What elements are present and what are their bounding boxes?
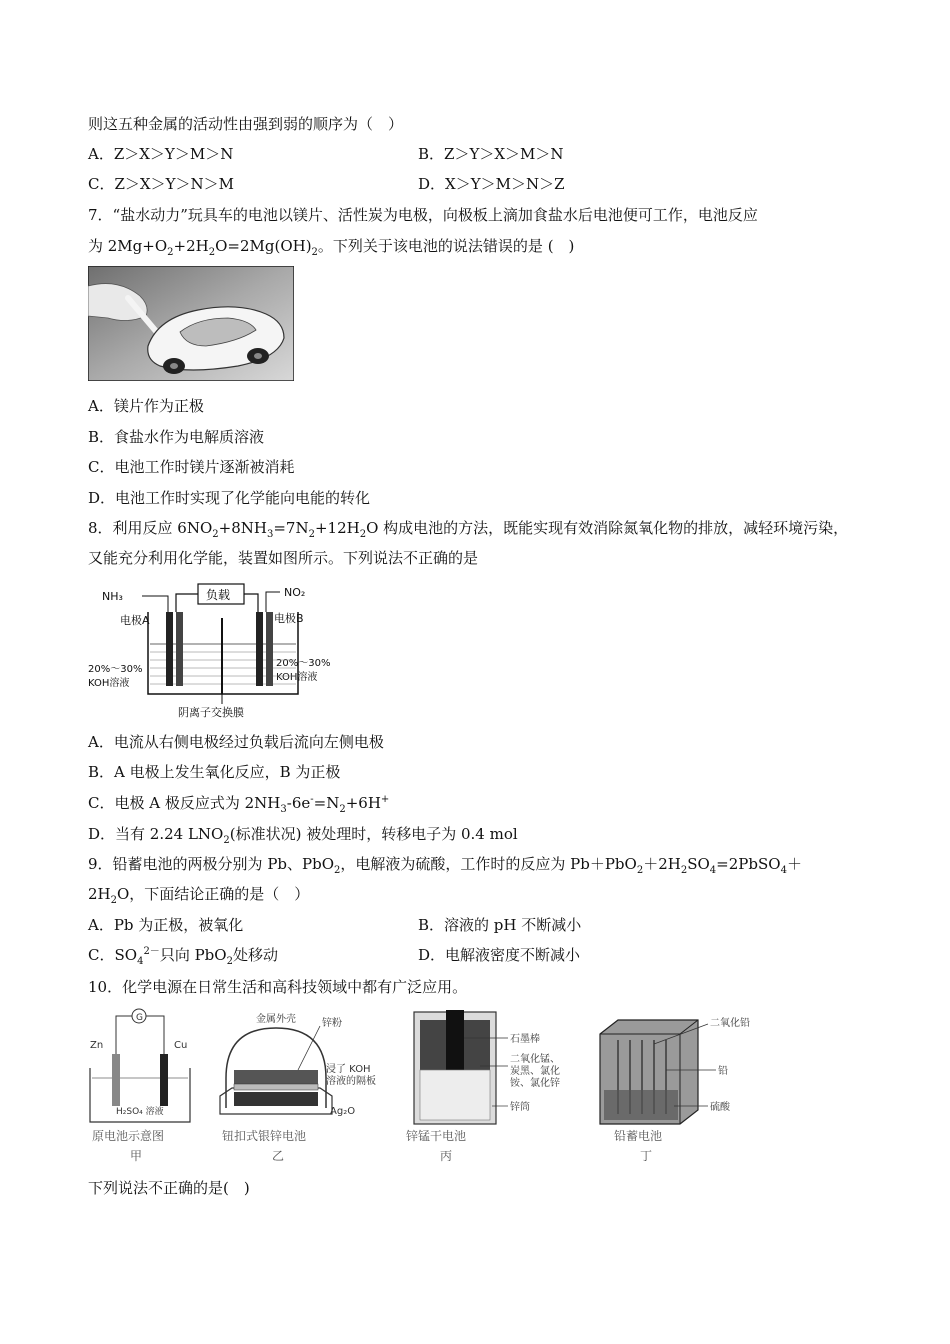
label-zinc-powder: 锌粉 — [322, 1018, 342, 1029]
q6-option-c: C．Z＞X＞Y＞N＞M — [88, 175, 234, 193]
label-zinc-can: 锌筒 — [510, 1102, 530, 1113]
label-koh-separator2: 溶液的隔板 — [326, 1076, 376, 1087]
tag-yi: 乙 — [272, 1149, 285, 1163]
label-cu: Cu — [174, 1040, 188, 1051]
label-no2: NO₂ — [284, 586, 306, 599]
galvanic-cell-svg — [86, 1008, 212, 1164]
toy-car-illustration — [88, 266, 294, 381]
lead-acid-figure — [594, 1014, 774, 1164]
fuel-cell-diagram — [88, 578, 343, 724]
label-ag2o: Ag₂O — [330, 1106, 356, 1117]
lead-acid-svg — [594, 1014, 774, 1164]
caption-ding: 铅蓄电池 — [614, 1129, 663, 1143]
q8-option-b: B．A 电极上发生氧化反应，B 为正极 — [88, 763, 341, 781]
button-cell-figure — [218, 1008, 394, 1164]
q8-option-c: C．电极 A 极反应式为 $2NH_3-6e^-=N_2+6H^+$ — [88, 794, 390, 815]
label-koh-left2: KOH溶液 — [88, 678, 130, 689]
label-galvanometer: G — [136, 1013, 143, 1023]
caption-yi: 钮扣式银锌电池 — [222, 1129, 307, 1143]
q9-stem-line1: 9．铅蓄电池的两极分别为 Pb、PbO$_2$，电解液为硫酸，工作时的反应为 $Pb+PbO_2+2H_2SO_4=2PbSO_4+$ — [88, 855, 802, 876]
q9-option-b: B．溶液的 pH 不断减小 — [418, 916, 582, 934]
label-electrode-a: 电极A — [120, 614, 150, 627]
label-mno2: 二氧化锰、 — [510, 1054, 560, 1065]
caption-jia: 原电池示意图 — [92, 1129, 165, 1143]
label-pb: 铅 — [718, 1066, 728, 1077]
q8-stem-line2: 又能充分利用化学能，装置如图所示。下列说法不正确的是 — [88, 549, 479, 567]
q7-option-b: B．食盐水作为电解质溶液 — [88, 428, 265, 446]
fuel-cell-svg — [88, 578, 343, 724]
label-koh-right: 20%～30% — [276, 658, 331, 669]
label-sulfuric-acid: 硫酸 — [710, 1102, 730, 1113]
dry-cell-svg — [400, 1006, 576, 1164]
q10-stem: 10．化学电源在日常生活和高科技领域中都有广泛应用。 — [88, 978, 468, 996]
q9-option-d: D．电解液密度不断减小 — [418, 946, 581, 964]
label-membrane: 阴离子交换膜 — [178, 706, 244, 719]
label-koh-separator1: 浸了 KOH — [326, 1064, 371, 1075]
q7-stem-line1: 7．“盐水动力”玩具车的电池以镁片、活性炭为电极，向极板上滴加食盐水后电池便可工作，电池反应 — [88, 206, 758, 224]
label-metal-shell: 金属外壳 — [256, 1014, 296, 1025]
q6-option-a: A．Z＞X＞Y＞M＞N — [88, 145, 234, 163]
label-zn: Zn — [90, 1040, 104, 1051]
label-h2so4: H₂SO₄ 溶液 — [116, 1107, 164, 1117]
q7-option-a: A．镁片作为正极 — [88, 397, 204, 415]
q9-option-a: A．Pb 为正极，被氧化 — [88, 916, 244, 934]
tag-bing: 丙 — [440, 1149, 453, 1163]
tag-ding: 丁 — [640, 1149, 653, 1163]
caption-bing: 锌锰干电池 — [406, 1129, 467, 1143]
label-electrode-b: 电极B — [274, 612, 304, 625]
question-intro: 则这五种金属的活动性由强到弱的顺序为（ ） — [88, 115, 404, 133]
dry-cell-figure — [400, 1006, 576, 1164]
q6-option-d: D．X＞Y＞M＞N＞Z — [418, 175, 565, 193]
label-nh3: NH₃ — [102, 590, 123, 603]
q9-option-c: C．$SO_4^{2-}$只向 PbO$_2$处移动 — [88, 946, 278, 967]
label-load: 负载 — [206, 588, 231, 602]
label-koh-right2: KOH溶液 — [276, 672, 318, 683]
q7-option-c: C．电池工作时镁片逐渐被消耗 — [88, 458, 295, 476]
q7-option-d: D．电池工作时实现了化学能向电能的转化 — [88, 489, 371, 507]
label-carbon: 炭黑、氯化 — [510, 1066, 560, 1077]
q7-stem-line2: 为 $2Mg+O_2+2H_2O=2Mg(OH)_2$。下列关于该电池的说法错误的是 ( ) — [88, 237, 575, 258]
q9-stem-line2: $2H_2O$，下面结论正确的是（ ） — [88, 885, 310, 906]
q6-option-b: B．Z＞Y＞X＞M＞N — [418, 145, 564, 163]
tag-jia: 甲 — [130, 1149, 143, 1163]
label-nh4cl: 铵、氯化锌 — [510, 1078, 560, 1089]
q8-stem-line1: 8．利用反应 $6NO_2+8NH_3=7N_2+12H_2O$ 构成电池的方法，既能实现有效消除氮氧化物的排放，减轻环境污染， — [88, 519, 849, 540]
label-pbo2: 二氧化铅 — [710, 1018, 750, 1029]
label-koh-left: 20%～30% — [88, 664, 143, 675]
galvanic-cell-figure — [86, 1008, 212, 1164]
button-cell-svg — [218, 1008, 394, 1164]
q8-option-a: A．电流从右侧电极经过负载后流向左侧电极 — [88, 733, 384, 751]
q8-option-d: D．当有 2.24 $LNO_2$(标准状况) 被处理时，转移电子为 0.4 mol — [88, 825, 518, 846]
q10-question: 下列说法不正确的是( ) — [88, 1179, 250, 1197]
label-graphite-rod: 石墨棒 — [510, 1034, 540, 1045]
toy-car-photo — [88, 266, 294, 381]
